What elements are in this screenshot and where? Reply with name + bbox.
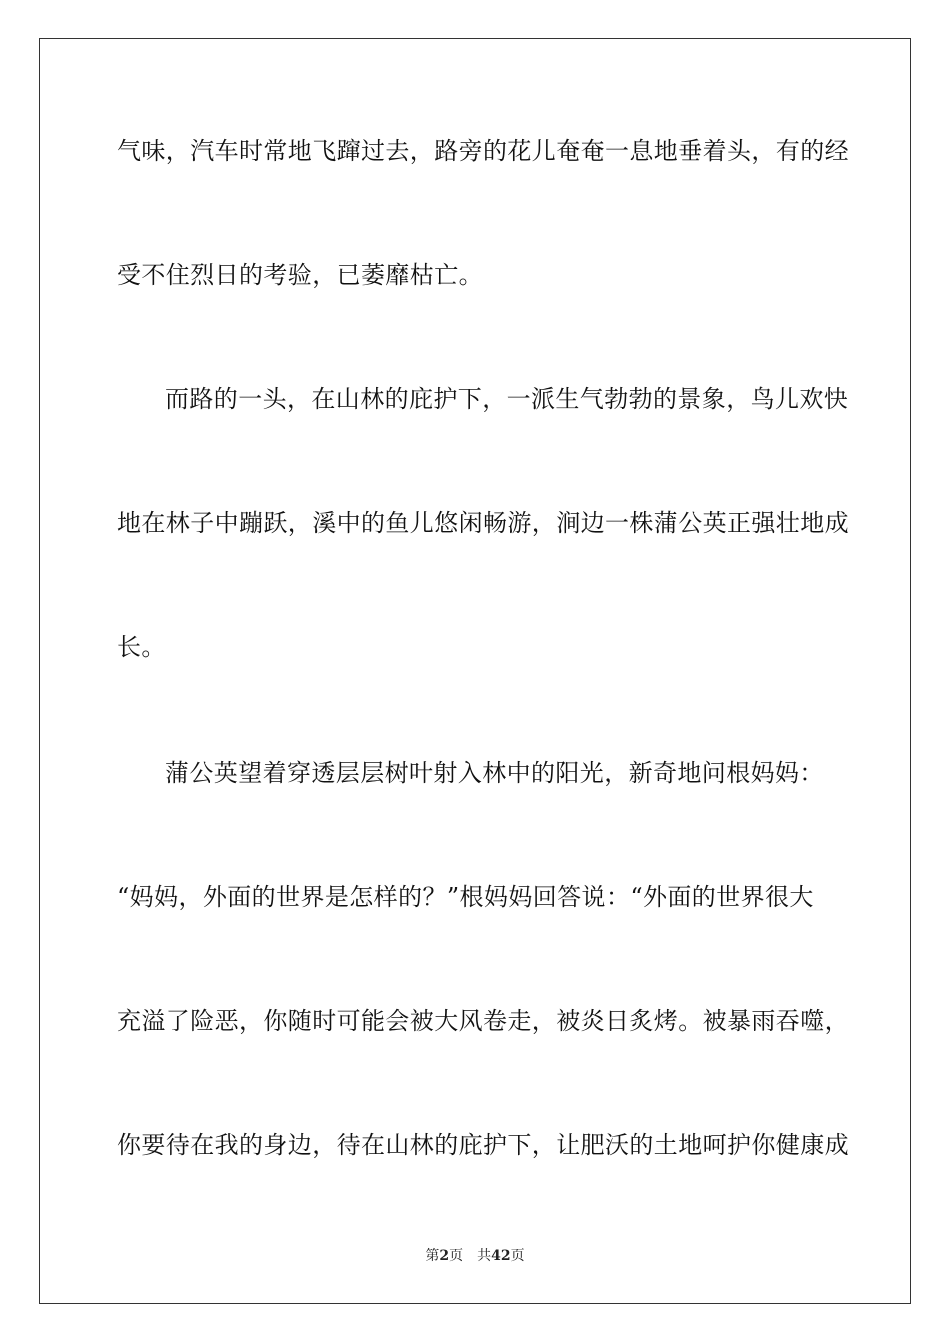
paragraph-2-line-3: 长。 (117, 633, 166, 661)
body-line-2: 受不住烈日的考验，已萎靡枯亡。 (117, 261, 483, 289)
paragraph-3-line-2: “妈妈，外面的世界是怎样的？”根妈妈回答说：“外面的世界很大 (117, 883, 814, 911)
page-border (39, 38, 911, 1304)
page-number: 2 (439, 1248, 450, 1264)
paragraph-2-line-1: 而路的一头，在山林的庇护下，一派生气勃勃的景象，鸟儿欢快 (165, 385, 849, 413)
paragraph-3-line-1: 蒲公英望着穿透层层树叶射入林中的阳光，新奇地问根妈妈： (165, 759, 824, 787)
paragraph-3-line-3: 充溢了险恶，你随时可能会被大风卷走，被炎日炙烤。被暴雨吞噬， (117, 1007, 849, 1035)
paragraph-3-line-4: 你要待在我的身边，待在山林的庇护下，让肥沃的土地呵护你健康成 (117, 1131, 849, 1159)
total-pages: 42 (491, 1248, 511, 1264)
body-line-1: 气味，汽车时常地飞蹿过去，路旁的花儿奄奄一息地垂着头，有的经 (117, 137, 849, 165)
paragraph-2-line-2: 地在林子中蹦跃，溪中的鱼儿悠闲畅游，涧边一株蒲公英正强壮地成 (117, 509, 849, 537)
page-label-suffix: 页 (449, 1248, 464, 1264)
total-label-prefix: 共 (477, 1248, 492, 1264)
page-footer (0, 1246, 950, 1266)
total-label-suffix: 页 (510, 1248, 525, 1264)
page-label-prefix: 第 (425, 1248, 440, 1264)
